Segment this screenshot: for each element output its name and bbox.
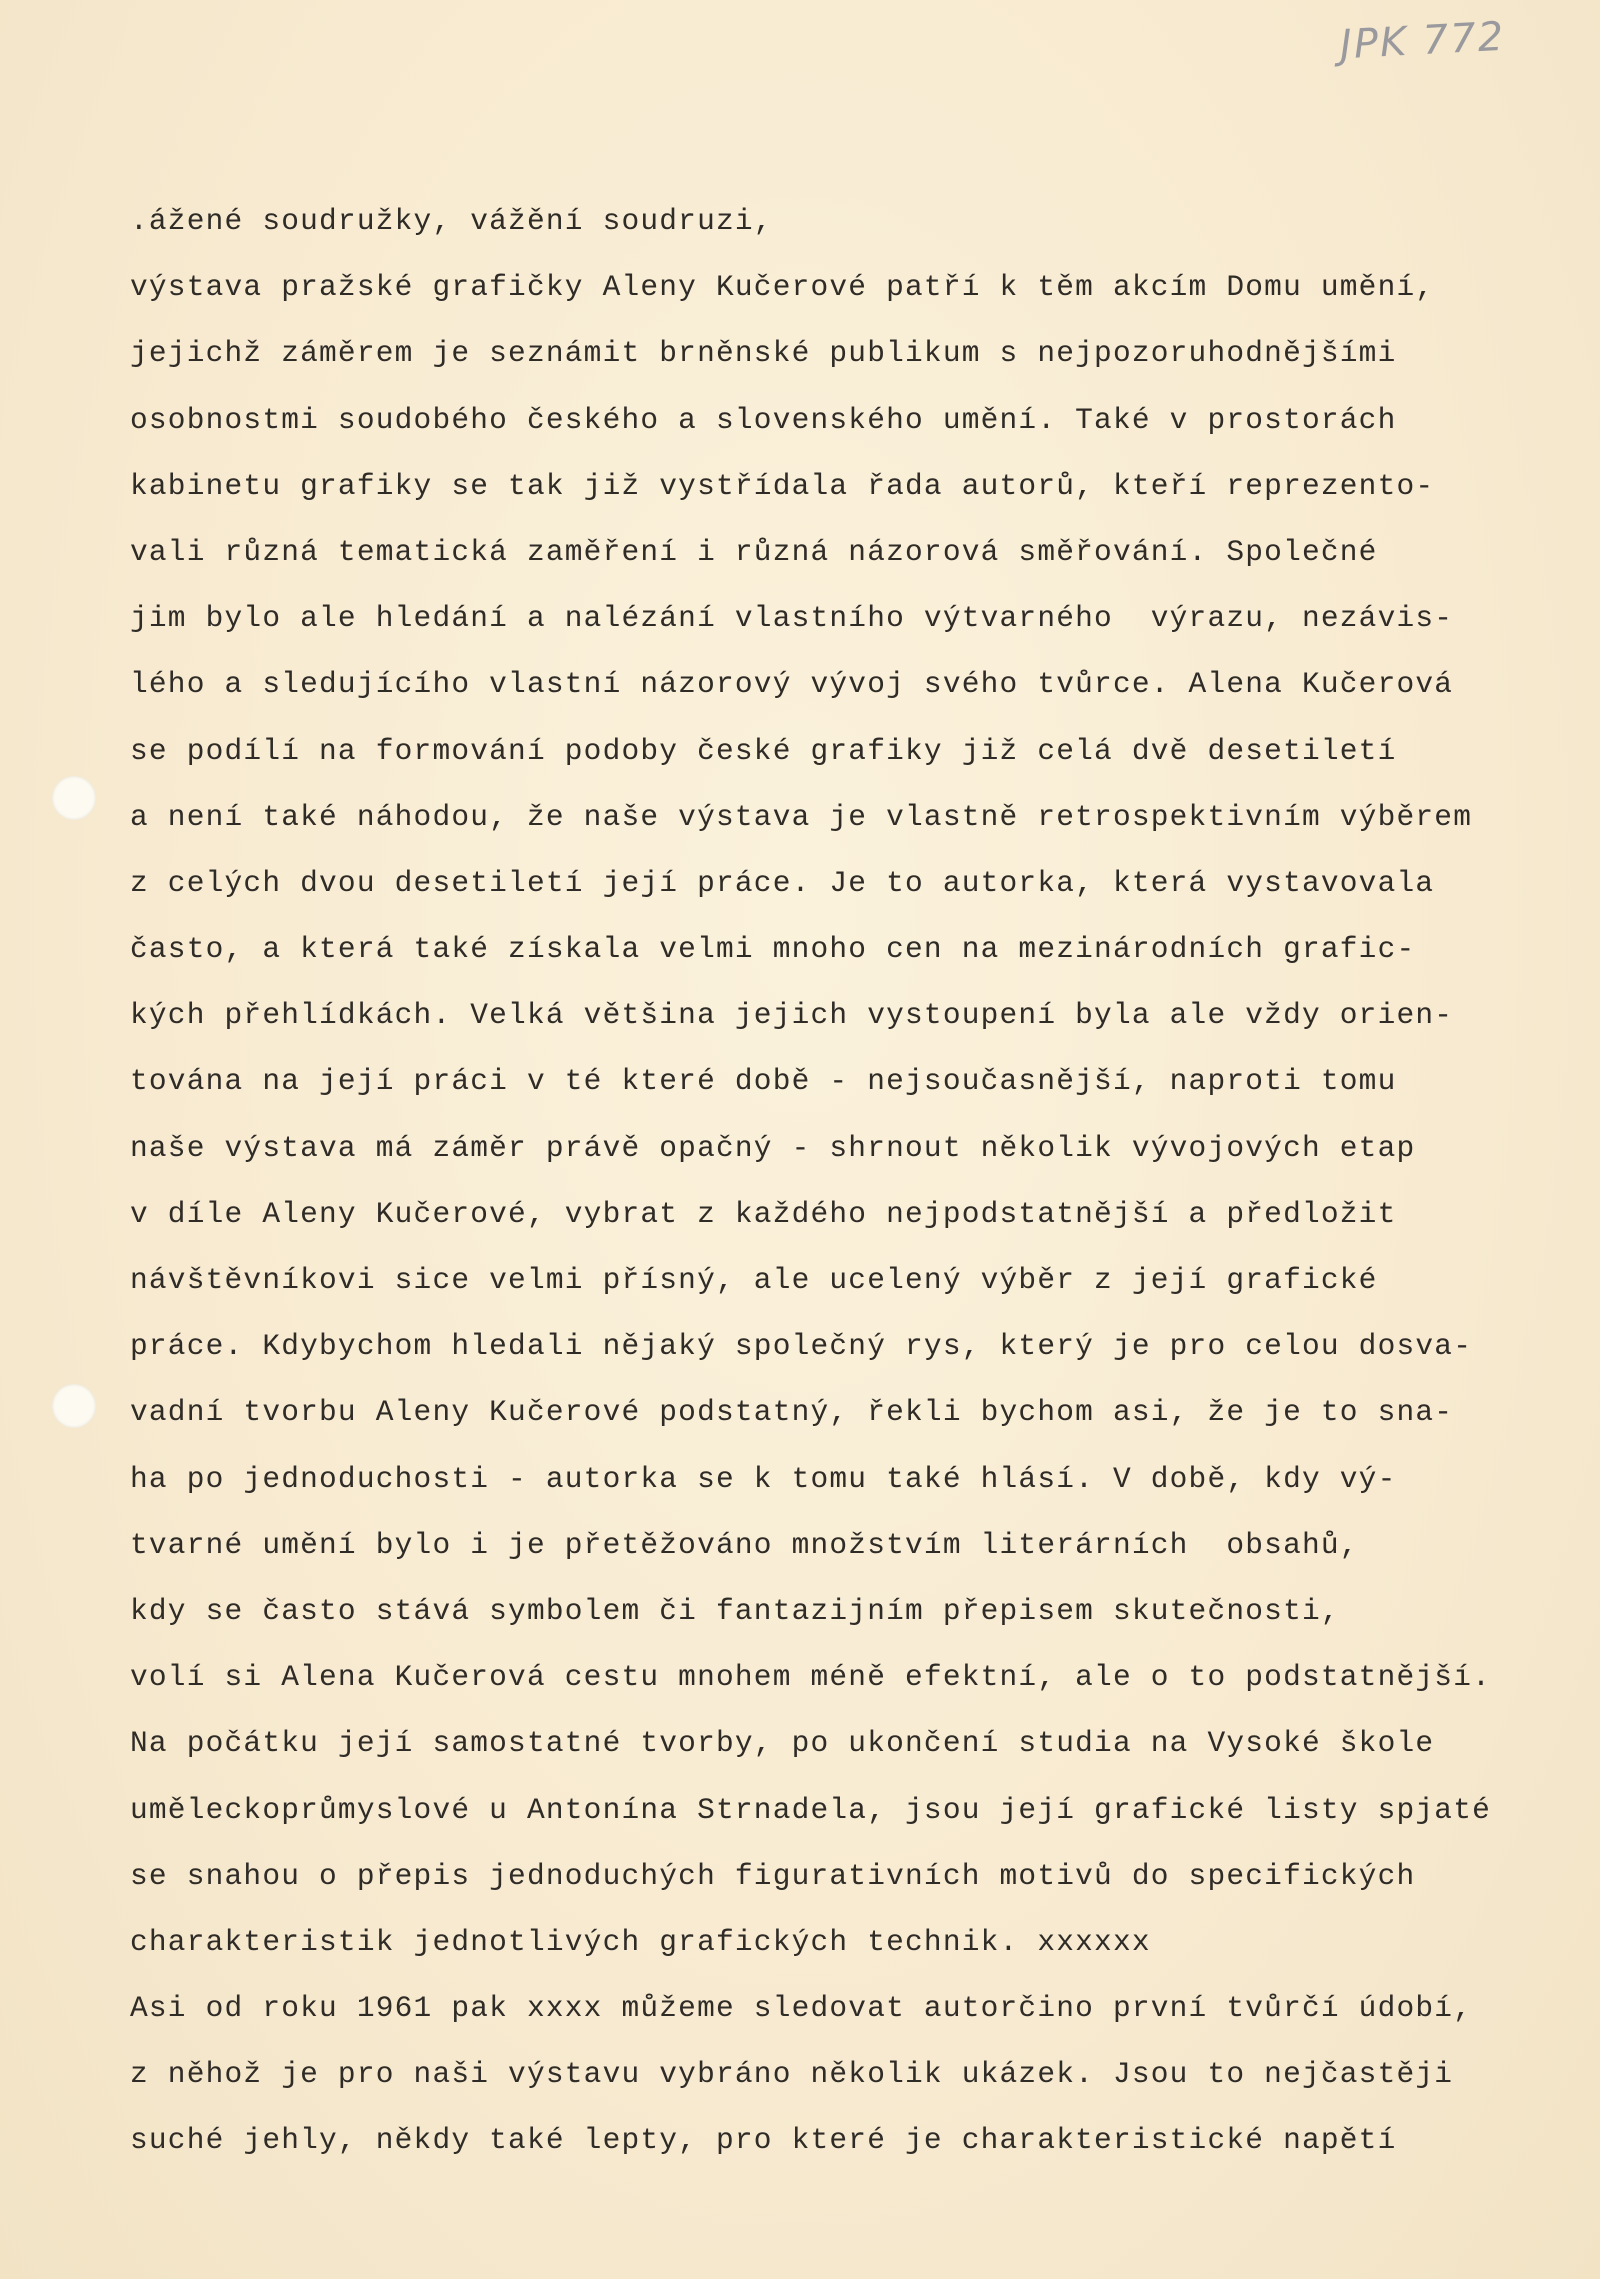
text-line: naše výstava má záměr právě opačný - shrnout několik vývojových etap (130, 1130, 1416, 1165)
text-line: uměleckoprůmyslové u Antonína Strnadela, jsou její grafické listy spjaté (130, 1792, 1492, 1827)
text-line: práce. Kdybychom hledali nějaký společný rys, který je pro celou dosva- (130, 1329, 1473, 1364)
text-line: Na počátku její samostatné tvorby, po ukončení studia na Vysoké škole (130, 1726, 1435, 1761)
text-line: lého a sledujícího vlastní názorový vývoj svého tvůrce. Alena Kučerová (130, 667, 1454, 702)
text-line: suché jehly, někdy také lepty, pro které je charakteristické napětí (130, 2123, 1397, 2158)
text-line: návštěvníkovi sice velmi přísný, ale ucelený výběr z její grafické (130, 1263, 1378, 1297)
text-line: kdy se často stává symbolem či fantazijním přepisem skutečnosti, (130, 1593, 1340, 1628)
text-line: vadní tvorbu Aleny Kučerové podstatný, řekli bychom asi, že je to sna- (130, 1395, 1454, 1430)
text-line: v díle Aleny Kučerové, vybrat z každého nejpodstatnější a předložit (130, 1196, 1397, 1231)
text-line: tvarné umění bylo i je přetěžováno množstvím literárních obsahů, (130, 1527, 1359, 1562)
text-line: výstava pražské grafičky Aleny Kučerové patří k těm akcím Domu umění, (130, 270, 1435, 305)
text-line: z celých dvou desetiletí její práce. Je to autorka, která vystavovala (130, 865, 1435, 900)
text-line: vali různá tematická zaměření i různá názorová směřování. Společné (130, 534, 1378, 569)
text-line: osobnostmi soudobého českého a slovenského umění. Také v prostorách (130, 402, 1397, 437)
text-line: jejichž záměrem je seznámit brněnské publikum s nejpozoruhodnějšími (130, 336, 1397, 371)
typewritten-text (130, 188, 1570, 2174)
text-line: a není také náhodou, že naše výstava je vlastně retrospektivním výběrem (130, 799, 1473, 834)
punch-hole (52, 1384, 96, 1428)
text-line: volí si Alena Kučerová cestu mnohem méně efektní, ale o to podstatnější. (130, 1660, 1492, 1695)
text-line: Asi od roku 1961 pak xxxx můžeme sledovat autorčino první tvůrčí údobí, (130, 1991, 1473, 2026)
text-line: tována na její práci v té které době - nejsoučasnější, naproti tomu (130, 1064, 1397, 1099)
text-line: kabinetu grafiky se tak již vystřídala řada autorů, kteří reprezento- (130, 468, 1435, 503)
text-line: ha po jednoduchosti - autorka se k tomu také hlásí. V době, kdy vý- (130, 1461, 1397, 1496)
text-line: kých přehlídkách. Velká většina jejich vystoupení byla ale vždy orien- (130, 998, 1454, 1033)
text-line: .ážené soudružky, vážění soudruzi, (130, 204, 773, 238)
archive-mark: JPK 772 (1338, 13, 1507, 69)
text-line: se podílí na formování podoby české grafiky již celá dvě desetiletí (130, 733, 1397, 768)
text-line: charakteristik jednotlivých grafických technik. xxxxxx (130, 1924, 1151, 1959)
text-line: jim bylo ale hledání a nalézání vlastního výtvarného výrazu, nezávis- (130, 601, 1454, 636)
text-line: často, a která také získala velmi mnoho cen na mezinárodních grafic- (130, 932, 1416, 967)
text-line: se snahou o přepis jednoduchých figurativních motivů do specifických (130, 1858, 1416, 1893)
text-line: z něhož je pro naši výstavu vybráno několik ukázek. Jsou to nejčastěji (130, 2057, 1454, 2092)
punch-hole (52, 776, 96, 820)
